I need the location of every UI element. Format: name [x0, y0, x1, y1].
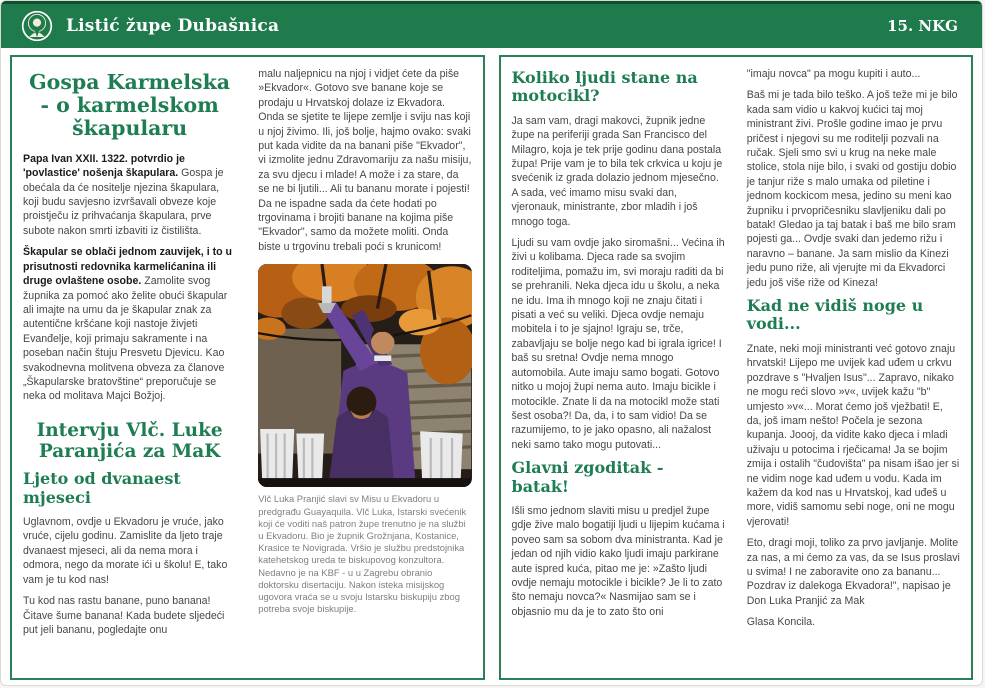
photo-caption: Vlč Luka Pranjić slavi sv Misu u Ekvadoru u predgrađu Guayaquila. Vlč Luka, Istarski svećenik koji će voditi naš patron župe trenutno je na službi u Ekvadoru. Bio je župnik Grožnjana, Kostanice, Krasice te Novigrada. Vršio je službu predstojnika katehetskog ureda te biskupovog konzultora. Nedavno je na KBF - u u Zagrebu obranio doktorsku disertaciju. Nakon isteka misijskog ugovora vraća se u svoju Istarsku biskupiju zbog potreba svoje biskupije. [258, 493, 467, 615]
paragraph: Ljudi su vam ovdje jako siromašni... Većina ih živi u kolibama. Djeca rade sa svojim roditeljima, pomažu im, svi moraju raditi da bi se prehranili. Neka djeca idu u školu, a neka ne idu. Ima ih mnogo koji ne znaju čitati i pisati a već su veliki. Djeca ovdje nemaju mobitela i to je sjajno! Igraju se, trče, zabavljaju se bolje nego kad bi igrala igrice! I baš su sretna! Ovdje nema mnogo automobila. Aute imaju samo bogati. Gotovo nitko u mojoj župi nema auto. Imaju bicikle i motocikle. Znate li da na motocikl može stati šest osoba?! Da, da, i to sam vidio! Da se razumijemo, to je jako opasno, ali nažalost neki samo tako mogu putovati... [511, 237, 725, 451]
paragraph [23, 245, 236, 403]
panel-left [10, 55, 485, 680]
column-2 [258, 67, 471, 668]
paragraph: Eto, dragi moji, toliko za prvo javljanje. Molite za nas, a mi ćemo za vas, da se Isus proslavi u svima! I ne zaboravite ono za bananu... Pozdrav iz dalekoga Ekvadora!", napisao je Don Luka Pranjić za Mak [746, 537, 960, 607]
paragraph: Uglavnom, ovdje u Ekvadoru je vruće, jako vruće, cijelu godinu. Zamislite da ljeto traje dvanaest mjeseci, ali da nema mora i odmora, nego da morate ići u školu! E, tako vam je tu kod nas! [23, 516, 228, 586]
paragraph: malu naljepnicu na njoj i vidjet ćete da piše »Ekvador«. Gotovo sve banane koje se prodaju u Hrvatskoj dolaze iz Ekvadora. Onda se sjetite te lijepe zemlje i sviju nas koji u njoj živimo. Ili, još bolje, hajmo ovako: svaki put kada vidite da na banani piše "Ekvador", vi izmolite jednu Zdravomariju za našu misiju, za svu djecu i mlade! A može i za stare, da se ne bi ljutili... Ali tu bananu morate i pojesti! Da ne ispadne sada da ćete hodati po trgovinama i brojiti banane na kojima piše "Ekvador", samo da možete moliti. Onda biste u trgovinu trebali poći s krunicom! [258, 68, 472, 253]
column-3 [512, 67, 725, 668]
section-title-batak: Glavni zgoditak - batak! [511, 458, 664, 496]
mass-photo [258, 264, 471, 487]
masthead [1, 1, 982, 48]
paragraph: Tu kod nas rastu banane, puno banana! Čitave šume banana! Kada budete sljedeći put jeli bananu, pogledajte onu [23, 595, 225, 636]
column-4 [747, 67, 960, 668]
article-title-karmelska: Gospa Karmelska - o karmelskom škapularu [29, 70, 231, 140]
column-1 [23, 67, 236, 668]
paragraph: Baš mi je tada bilo teško. A još teže mi je bilo kada sam vidio u kakvoj kućici taj moj ministrant živi. Prošle godine imao je prvu pričest i njegovi su me roditelji pozvali na ručak. Sjeli smo svi u krug na neke male stolice, stola nije bilo, i svaki od gostiju dobio je tanjur riže s malo umaka od piletine i jednom kockicom mesa, jedino su meni kao župniku i prvopričesniku slavljeniku dali po batak! Gledao ja taj batak i baš me bilo sram pojesti ga... Ovdje svaki dan jedemo rižu i naravno – banane. Ja sam mislio da Kinezi jedu puno riže, ali vjerujte mi da Ekvadorci jedu još više riže od Kineza! [746, 89, 958, 289]
lead-rest: Gospa je obećala da će nositelje njezina škapulara, koji budu savjesno izvršavali obveze koje proistječu iz prihvaćanja škapulara, prve subote nakon smrti izbaviti iz čistilišta. [23, 167, 224, 237]
content-area [10, 55, 973, 680]
paragraph: Išli smo jednom slaviti misu u predjel župe gdje žive malo bogatiji ljudi u lijepim kućama i poveo sam sa sobom dva ministranta. Kad je jedan od njih vidio kako ljudi imaju parkirane aute ispred kuća, pitao me je: »Zašto ljudi ovdje nemaju motocikle i bicikle? Je li to zato što nemaju novca?« Nasmijao sam se i objasnio mu da je to zato što oni [511, 504, 725, 618]
lead-bold: Papa Ivan XXII. 1322. potvrdio je 'povlastice' nošenja škapulara. [23, 152, 185, 180]
paragraph: Znate, neki moji ministranti već gotovo znaju hrvatski! Lijepo me uvijek kad uđem u crkvu pozdrave s "Hvaljen Isus"... Zapravo, nikako ne mogu reći slovo »v«, uvijek kažu "b" umjesto »v«... Morat ćemo još vježbati! E, da, još imam nešto! Počela je sezona kupanja. Joooj, da vidite kako djeca i mladi uživaju u potocima i rječicama! Ja se bojim zmija i ostalih "čudovišta" pa nisam išao jer si ne vidim noge kad uđem u vodu. Kada im kažem da kod nas u Hrvatskoj, kad uđeš u more, vidiš samomu sebi noge, oni ne mogu vjerovati! [746, 342, 960, 528]
section-title-motocikl: Koliko ljudi stane na motocikl? [511, 68, 698, 106]
parish-logo-icon [21, 10, 53, 42]
paragraph [23, 152, 236, 238]
newsletter-title: Listić župe Dubašnica [66, 16, 280, 36]
article-title-intervju: Intervju Vlč. Luke Paranjića za MaK [36, 419, 223, 463]
lead-rest: Zamolite svog župnika za pomoć ako želite obući škapular ali imajte na umu da je škapular znak za autentične kršćane koji nastoje živjeti Evanđelje, koji primaju sakramente i na poseban način štuju Presvetu Djevicu. Kao svakodnevna molitvena obveza za članove „Škapularske bratovštine“ preporučuje se neka od molitava Majci Božjoj. [23, 275, 228, 403]
source-credit: Glasa Koncila. [746, 616, 816, 629]
paragraph: "imaju novca" pa mogu kupiti i auto... [746, 68, 921, 80]
section-title-ljeto: Ljeto od dvanaest mjeseci [23, 469, 181, 507]
paragraph: Ja sam vam, dragi makovci, župnik jedne župe na periferiji grada San Francisco del Milagro, koja je tek prije godinu dana postala župa! Prije vam je to bila tek crkvica u koju je svećenik iz grada dolazio jednom mjesečno. A sada, već imamo misu svaki dan, vjeronauk, ministrante, zbor mladih i još mnogo toga. [511, 114, 723, 228]
panel-right [499, 55, 974, 680]
section-title-noge: Kad ne vidiš noge u vodi... [746, 296, 924, 334]
page-number-label: 15. NKG [887, 17, 958, 35]
lead-bold: Škapular se oblači jednom zauvijek, i to u prisutnosti redovnika karmelićanina ili druge ovlaštene osobe. [23, 246, 232, 288]
